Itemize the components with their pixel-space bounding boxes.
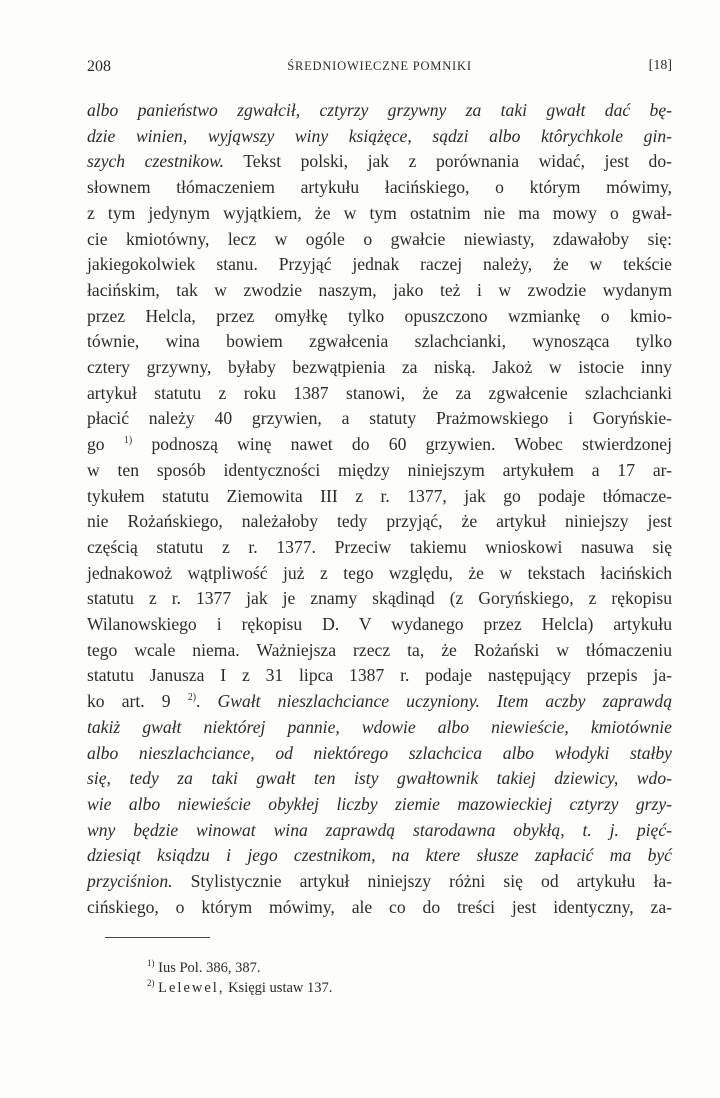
text-segment: z tym jedynym wyjątkiem, że w tym ostatnim nie ma mowy o gwał- (87, 202, 672, 223)
text-line (87, 766, 672, 792)
text-line (87, 432, 672, 458)
text-line (87, 406, 672, 432)
text-line (87, 715, 672, 741)
footnote-reference: 2) (187, 692, 197, 704)
text-line (87, 201, 672, 227)
page-number: 208 (87, 58, 111, 75)
text-segment: cztery grzywny, byłaby bezwątpienia za niską. Jakoż w istocie inny (87, 357, 672, 378)
text-line (87, 278, 672, 304)
text-segment: nie Rożańskiego, należałoby tedy przyjąć, że artykuł niniejszy jest (87, 511, 672, 532)
footnote-mark: 1) (147, 958, 155, 969)
text-segment: Wilanowskiego i rękopisu D. V wydanego przez Helcla) artykułu (87, 614, 672, 635)
text-line (87, 895, 672, 921)
text-line (87, 355, 672, 381)
text-segment: jakiegokolwiek stanu. Przyjąć jednak raczej należy, że w tekście (87, 254, 672, 275)
body-text (87, 98, 672, 921)
text-segment: . (196, 691, 218, 712)
text-segment: Stylistycznie artykuł niniejszy różni się od artykułu ła- (172, 871, 672, 892)
footnote-author: Lelewel, (158, 980, 225, 996)
text-line (87, 484, 672, 510)
footnote-divider (105, 937, 210, 938)
text-segment: artykuł statutu z roku 1387 stanowi, że za zgwałcenie szlachcianki (87, 382, 672, 403)
text-segment: statutu z r. 1377 jak je znamy skądinąd (z Goryńskiego, z rękopisu (87, 588, 672, 609)
text-line (87, 304, 672, 330)
text-line (87, 149, 672, 175)
text-segment: tego wcale niema. Ważniejsza rzecz ta, że Rożański w tłómaczeniu (87, 639, 672, 660)
text-line (87, 458, 672, 484)
text-line (87, 175, 672, 201)
italic-quotation: szych czestnikow. (87, 151, 224, 172)
text-segment: Tekst polski, jak z porównania widać, jest do- (223, 151, 672, 172)
text-line (87, 612, 672, 638)
running-title: ŚREDNIOWIECZNE POMNIKI (287, 59, 472, 73)
text-line (87, 818, 672, 844)
footnote (147, 978, 597, 998)
text-line (87, 586, 672, 612)
text-segment: przez Helcla, przez omyłkę tylko opuszczono wzmiankę o kmio- (87, 305, 672, 326)
italic-quotation: wny będzie winowat wina zaprawdą starodawna obykłą, t. j. pięć- (87, 819, 672, 840)
text-segment: w ten sposób identyczności między niniejszym artykułem a 17 ar- (87, 459, 672, 480)
text-line (87, 869, 672, 895)
italic-quotation: albo panieństwo zgwałcił, cztyrzy grzywny za taki gwałt dać bę- (87, 100, 672, 120)
text-segment: statutu Janusza I z 31 lipca 1387 r. podaje następujący przepis ja- (87, 665, 672, 686)
italic-quotation: dzie winien, wyjąwszy winy książęce, sądzi albo ktôrychkole gin- (87, 125, 672, 146)
text-segment: łacińskim, tak w zwodzie naszym, jako też i w zwodzie wydanym (87, 279, 672, 300)
footnote-text: Księgi ustaw 137. (224, 980, 333, 996)
italic-quotation: wie albo niewieście obykłej liczby ziemie mazowieckiej cztyrzy grzy- (87, 793, 672, 814)
italic-quotation: takiż gwałt niektórej pannie, wdowie albo niewieście, kmiotównie (87, 716, 672, 737)
page-header (87, 58, 672, 82)
italic-quotation: przyciśnion. (87, 871, 173, 892)
italic-quotation: się, tedy za taki gwałt ten isty gwałtownik takiej dziewicy, wdo- (87, 768, 672, 789)
text-segment: słownem tłómaczeniem artykułu łacińskiego, o którym mówimy, (87, 177, 672, 198)
text-segment: tykułem statutu Ziemowita III z r. 1377, jak go podaje tłómacze- (87, 485, 672, 506)
text-line (87, 381, 672, 407)
italic-quotation: albo nieszlachciance, od niektórego szlachcica albo włodyki stałby (87, 742, 672, 763)
footnote-reference: 1) (123, 435, 133, 447)
text-line (87, 509, 672, 535)
text-line (87, 227, 672, 253)
text-line (87, 689, 672, 715)
text-line (87, 329, 672, 355)
text-segment: cie kmiotówny, lecz w ogóle o gwałcie niewiasty, zdawałoby się: (87, 228, 672, 249)
text-line (87, 792, 672, 818)
text-segment: częścią statutu z r. 1377. Przeciw takiemu wnioskowi nasuwa się (87, 536, 672, 557)
text-line (87, 843, 672, 869)
footnote-mark: 2) (147, 978, 155, 989)
text-line (87, 252, 672, 278)
section-marker: [18] (648, 58, 672, 73)
text-segment: cińskiego, o którym mówimy, ale co do treści jest identyczny, za- (87, 896, 672, 917)
text-line (87, 741, 672, 767)
footnote (147, 958, 597, 978)
text-segment: płacić należy 40 grzywien, a statuty Prażmowskiego i Goryńskie- (87, 408, 672, 429)
text-line (87, 535, 672, 561)
footnotes (147, 958, 597, 998)
footnote-text: Ius Pol. 386, 387. (154, 960, 261, 976)
text-line (87, 638, 672, 664)
text-line (87, 663, 672, 689)
text-segment: jednakowoż wątpliwość już z tego względu, że w tekstach łacińskich (87, 562, 672, 583)
text-line (87, 124, 672, 150)
text-segment: podnoszą winę nawet do 60 grzywien. Wobec stwierdzonej (132, 434, 672, 455)
text-segment: ko art. 9 (87, 691, 188, 712)
text-segment: tównie, wina bowiem zgwałcenia szlachcianki, wynosząca tylko (87, 331, 672, 352)
text-line (87, 98, 672, 124)
italic-quotation: Gwałt nieszlachciance uczyniony. Item aczby zaprawdą (217, 691, 673, 712)
italic-quotation: dziesiąt ksiądzu i jego czestnikom, na ktere słusze zapłacić ma być (87, 845, 672, 866)
text-line (87, 561, 672, 587)
text-segment: go (87, 434, 124, 455)
